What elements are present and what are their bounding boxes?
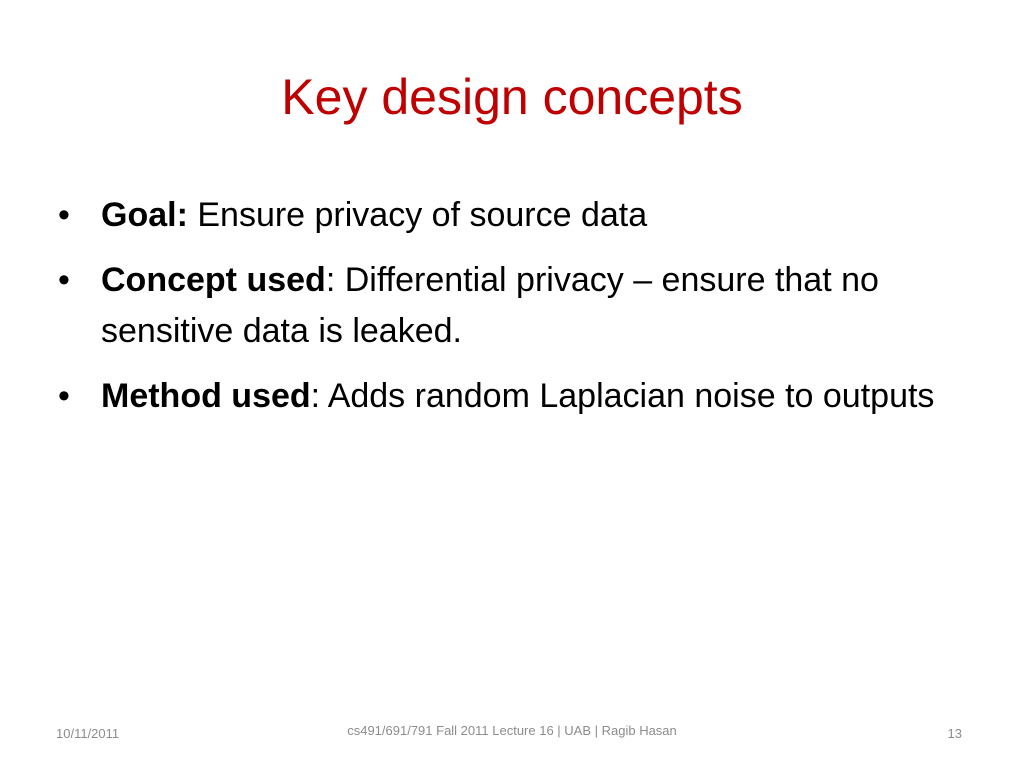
bullet-term: Concept used (101, 261, 326, 299)
bullet-text: : Differential privacy – ensure that no sensitive data is leaked. (101, 261, 879, 350)
footer-lecture-info: cs491/691/791 Fall 2011 Lecture 16 | UAB | Ragib Hasan (347, 723, 677, 738)
bullet-icon: • (58, 261, 70, 299)
bullet-goal (56, 190, 956, 241)
bullet-method (56, 371, 956, 422)
bullet-text: : Adds random Laplacian noise to outputs (310, 377, 935, 415)
bullet-text: Ensure privacy of source data (187, 196, 648, 234)
bullet-concept (56, 255, 956, 357)
footer-date: 10/11/2011 (56, 726, 120, 741)
bullet-term: Goal: (101, 196, 188, 234)
bullet-icon: • (58, 196, 70, 234)
bullet-term: Method used (101, 377, 311, 415)
bullet-icon: • (58, 377, 70, 415)
footer-page-number: 13 (947, 726, 962, 741)
bullet-list (56, 190, 956, 436)
slide-title: Key design concepts (281, 69, 743, 125)
